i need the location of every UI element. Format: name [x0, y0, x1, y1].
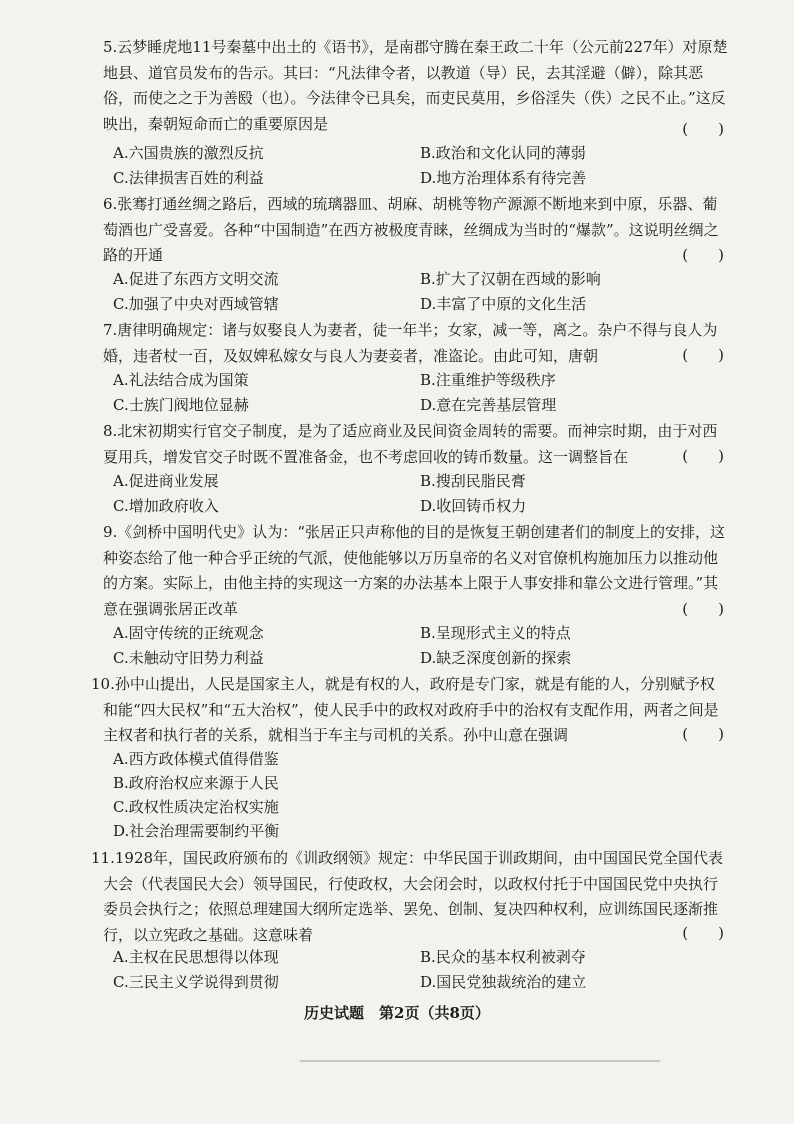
option-c: C.法律损害百姓的利益: [113, 169, 264, 187]
question-stem: 11.1928年，国民政府颁布的《训政纲领》规定：中华民国于训政期间，由中国国民党全国代表大会（代表国民大会）领导国民，行使政权，大会闭会时，以政权付托于中国国民党中央执行委员会执行之；依照总理建国大纲所定选举、罢免、创制、复决四种权利，应训练国民逐渐推行，以立宪政之基础。这意味着: [91, 849, 724, 944]
option-a: A.固守传统的正统观念: [113, 624, 264, 642]
option-c: C.未触动守旧势力利益: [113, 649, 264, 667]
option-c: C.政权性质决定治权实施: [113, 798, 279, 816]
question-stem: 10.孙中山提出，人民是国家主人，就是有权的人，政府是专门家，就是有能的人，分别赋予权和能“四大民权”和“五大治权”，使人民手中的政权对政府手中的治权有支配作用，两者之间是主权者和执行者的关系，就相当于车主与司机的关系。孙中山意在强调: [91, 675, 719, 744]
answer-bracket: ( ): [682, 346, 724, 364]
option-d: D.地方治理体系有待完善: [420, 169, 587, 187]
option-a: A.主权在民思想得以体现: [113, 948, 279, 966]
option-b: B.注重维护等级秩序: [420, 371, 556, 389]
option-a: A.礼法结合成为国策: [113, 371, 249, 389]
option-a: A.六国贵族的激烈反抗: [113, 144, 264, 162]
option-d: D.社会治理需要制约平衡: [113, 822, 280, 840]
option-b: B.民众的基本权利被剥夺: [420, 948, 586, 966]
option-c: C.增加政府收入: [113, 497, 219, 515]
answer-bracket: ( ): [682, 600, 724, 618]
option-a: A.促进商业发展: [113, 472, 219, 490]
answer-bracket: ( ): [682, 924, 724, 942]
option-c: C.三民主义学说得到贯彻: [113, 973, 279, 991]
answer-bracket: ( ): [682, 120, 724, 138]
answer-bracket: ( ): [682, 246, 724, 264]
option-d: D.丰富了中原的文化生活: [420, 295, 587, 313]
option-b: B.扩大了汉朝在西域的影响: [420, 270, 601, 288]
question-stem: 9.《剑桥中国明代史》认为：“张居正只声称他的目的是恢复王朝创建者们的制度上的安排，这种姿态给了他一种合乎正统的气派，使他能够以万历皇帝的名义对官僚机构施加压力以推动他的方案。实际上，由他主持的实现这一方案的办法基本上限于人事安排和靠公文进行管理。”其意在强调张居正改革: [103, 523, 725, 618]
option-b: B.呈现形式主义的特点: [420, 624, 571, 642]
page-footer: 历史试题 第2页（共8页）: [304, 1004, 490, 1022]
option-c: C.士族门阀地位显赫: [113, 396, 249, 414]
answer-bracket: ( ): [682, 725, 724, 743]
option-b: B.政治和文化认同的薄弱: [420, 144, 586, 162]
option-a: A.西方政体模式值得借鉴: [113, 750, 279, 768]
question-stem: 8.北宋初期实行官交子制度，是为了适应商业及民间资金周转的需要。而神宗时期，由于对西夏用兵，增发官交子时既不置准备金，也不考虑回收的铸币数量。这一调整旨在: [103, 422, 718, 466]
option-d: D.意在完善基层管理: [420, 396, 557, 414]
option-a: A.促进了东西方文明交流: [113, 270, 279, 288]
option-b: B.搜刮民脂民膏: [420, 472, 526, 490]
option-b: B.政府治权应来源于人民: [113, 774, 279, 792]
question-stem: 6.张骞打通丝绸之路后，西域的琉璃器皿、胡麻、胡桃等物产源源不断地来到中原，乐器、葡萄酒也广受喜爱。各种“中国制造”在西方被极度青睐，丝绸成为当时的“爆款”。这说明丝绸之路的开通: [103, 195, 719, 264]
question-stem: 5.云梦睡虎地11号秦墓中出土的《语书》，是南郡守腾在秦王政二十年（公元前227年）对原楚地县、道官员发布的告示。其曰：“凡法律令者，以教道（导）民，去其淫避（僻），除其恶俗，而使之之于为善殹（也）。今法律令已具矣，而吏民莫用，乡俗淫失（佚）之民不止。”这反映出，秦朝短命而亡的重要原因是: [103, 38, 728, 133]
question-stem: 7.唐律明确规定：诸与奴娶良人为妻者，徒一年半；女家，减一等，离之。杂户不得与良人为婚，违者杖一百，及奴婢私嫁女与良人为妻妾者，准盗论。由此可知，唐朝: [103, 321, 718, 365]
option-d: D.收回铸币权力: [420, 497, 527, 515]
option-d: D.缺乏深度创新的探索: [420, 649, 572, 667]
scan-artifact-line: [300, 1060, 660, 1062]
option-c: C.加强了中央对西域管辖: [113, 295, 279, 313]
answer-bracket: ( ): [682, 447, 724, 465]
option-d: D.国民党独裁统治的建立: [420, 973, 587, 991]
